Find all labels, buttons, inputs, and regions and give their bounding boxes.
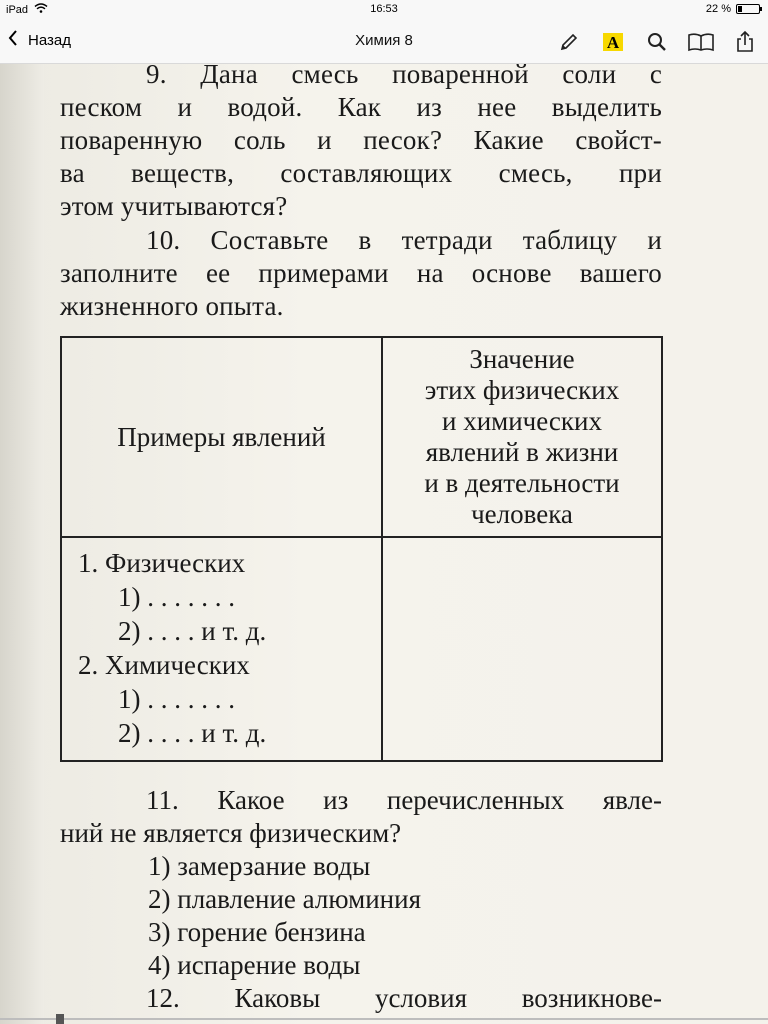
toolbar-actions	[554, 28, 760, 56]
question-9	[60, 64, 662, 223]
q10-line-1: 10. Составьте в тетради таблицу и	[146, 225, 662, 255]
list-item: 1) . . . . . . .	[118, 582, 235, 612]
device-label: iPad	[6, 3, 29, 16]
scrubber-track	[0, 1018, 768, 1020]
status-bar	[0, 0, 768, 20]
q11-line-2: ний не является физическим?	[60, 818, 402, 848]
highlight-icon[interactable]	[598, 28, 628, 56]
list-item: 1) . . . . . . .	[118, 684, 235, 714]
header-line: и химических	[442, 406, 602, 436]
book-page	[0, 64, 768, 1024]
battery-percent: 22 %	[705, 3, 731, 15]
svg-text:A: A	[606, 33, 620, 52]
page-scrubber[interactable]	[0, 1014, 768, 1024]
table-row	[61, 537, 662, 761]
q9-line-3: поваренную соль и песок? Какие свойст-	[60, 125, 662, 155]
q9-line-4: ва веществ, составляющих смесь, при	[60, 158, 662, 188]
book-icon[interactable]	[686, 28, 716, 56]
q9-line-5: этом учитываются?	[60, 191, 288, 221]
scrubber-knob[interactable]	[56, 1014, 64, 1024]
answer-option: 4) испарение воды	[148, 950, 361, 980]
search-icon[interactable]	[642, 28, 672, 56]
example-table	[60, 336, 663, 762]
answer-option: 2) плавление алюминия	[148, 884, 421, 914]
status-right	[706, 3, 760, 15]
book-title: Химия 8	[355, 32, 413, 49]
share-icon[interactable]	[730, 28, 760, 56]
header-examples: Примеры явлений	[61, 337, 382, 537]
chevron-left-icon	[8, 30, 18, 50]
answer-option: 3) горение бензина	[148, 917, 366, 947]
header-line: Значение	[469, 344, 575, 374]
header-significance	[382, 337, 662, 537]
header-line: человека	[471, 499, 573, 529]
question-10	[60, 224, 662, 323]
header-line: этих физических	[424, 375, 620, 405]
status-time: 16:53	[370, 3, 398, 15]
header-line: явлений в жизни	[425, 437, 619, 467]
significance-cell	[382, 537, 662, 761]
examples-cell	[61, 537, 382, 761]
category-physical: 1. Физических	[78, 548, 246, 578]
battery-icon	[736, 4, 760, 14]
pencil-icon[interactable]	[554, 28, 584, 56]
list-item: 2) . . . . и т. д.	[118, 718, 267, 748]
reader-toolbar	[0, 20, 768, 64]
header-line: и в деятельности	[424, 468, 620, 498]
category-chemical: 2. Химических	[78, 650, 250, 680]
q11-line-1: 11. Какое из перечисленных явле-	[146, 785, 662, 815]
q9-line-1: 9. Дана смесь поваренной соли с	[146, 64, 662, 89]
answer-option: 1) замерзание воды	[148, 851, 371, 881]
question-11	[60, 784, 662, 1015]
page-binding-shadow	[0, 64, 44, 1024]
question-12: 12. Каковы условия возникнове-	[146, 983, 662, 1013]
list-item: 2) . . . . и т. д.	[118, 616, 267, 646]
back-button[interactable]	[8, 30, 71, 50]
q10-line-2: заполните ее примерами на основе вашего	[60, 258, 662, 288]
table-header-row	[61, 337, 662, 537]
back-label: Назад	[28, 31, 71, 49]
q10-line-3: жизненного опыта.	[60, 291, 284, 321]
q9-line-2: песком и водой. Как из нее выделить	[60, 92, 662, 122]
